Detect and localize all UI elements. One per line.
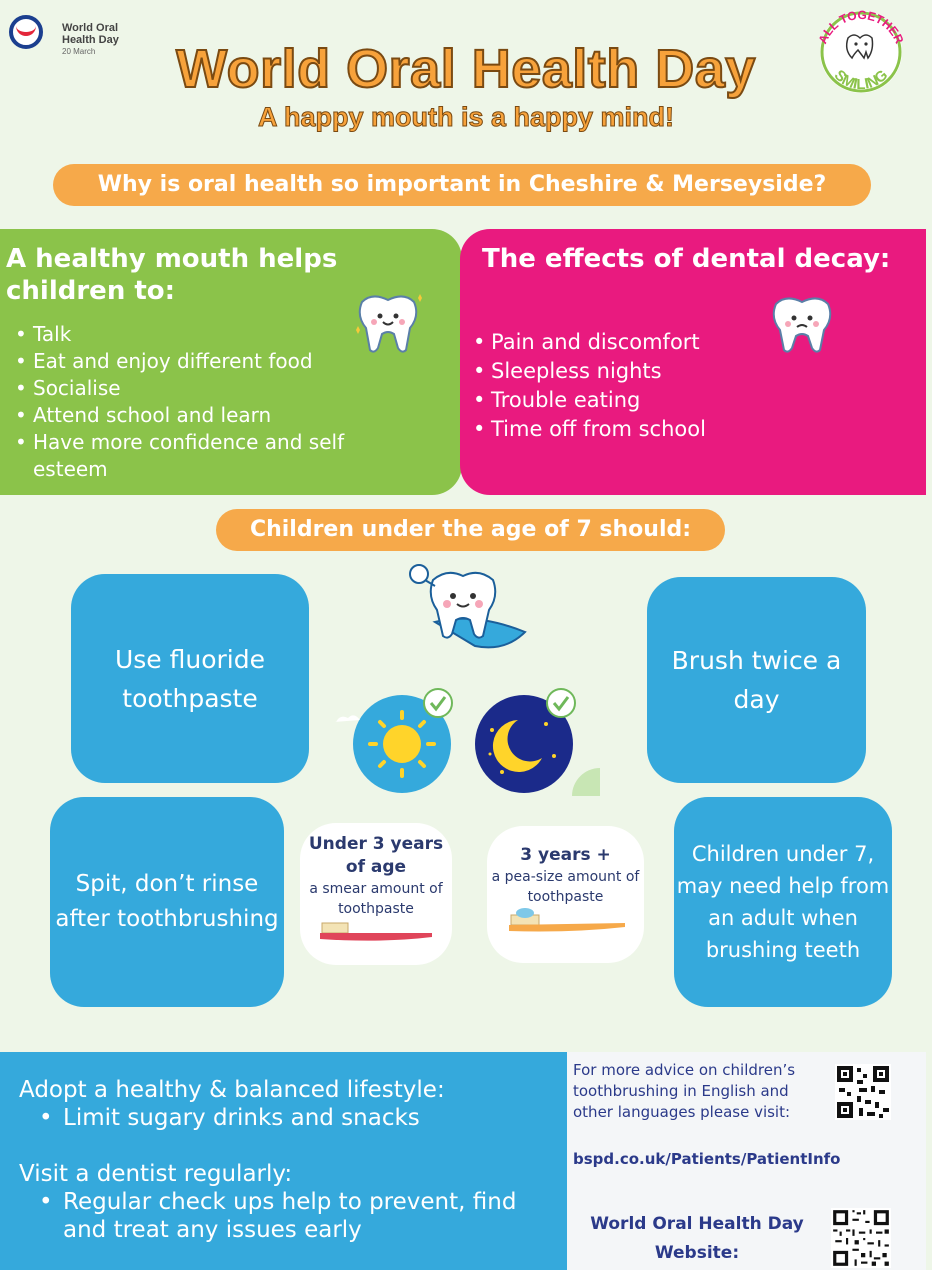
website-label: World Oral Health Day Website: — [590, 1214, 804, 1263]
list-item: • Socialise — [6, 375, 366, 402]
badge-bottom-text: SMILING — [830, 66, 892, 94]
list-item: • Eat and enjoy different food — [6, 348, 366, 375]
logo-line-1: World Oral — [62, 22, 119, 34]
over-3-heading: 3 years + — [520, 845, 611, 865]
dentist-list — [19, 1188, 559, 1244]
qr-code-icon[interactable] — [835, 1064, 891, 1120]
fluoride-card-text: Use fluoride toothpaste — [114, 644, 265, 713]
toothbrush-icon — [316, 919, 436, 941]
spit-card-text: Spit, don’t rinse after toothbrushing — [55, 871, 279, 932]
toothbrush-icon — [501, 907, 631, 935]
adult-help-card-text: Children under 7, may need help from an adult when brushing teeth — [676, 842, 890, 962]
under-3-toothpaste-badge — [300, 823, 452, 965]
badge-top-text: ALL TOGETHER — [815, 7, 907, 46]
benefits-list — [6, 321, 366, 483]
check-icon — [547, 689, 575, 717]
logo-date: 20 March — [62, 47, 96, 56]
advice-text: For more advice on children’s toothbrushing in English and other languages please visit: — [573, 1061, 796, 1121]
brush-twice-card-text: Brush twice a day — [671, 646, 842, 714]
list-item: • Time off from school — [464, 415, 764, 444]
fluoride-card — [71, 574, 309, 783]
list-item: • Limit sugary drinks and snacks — [19, 1104, 559, 1132]
page-title: World Oral Health Day — [176, 39, 756, 99]
smiling-tooth-icon — [350, 290, 426, 354]
sad-tooth-icon — [770, 292, 834, 354]
list-item: • Pain and discomfort — [464, 328, 764, 357]
list-item: • Sleepless nights — [464, 357, 764, 386]
importance-banner: Why is oral health so important in Cheshire & Merseyside? — [53, 164, 871, 206]
adult-help-card — [674, 797, 892, 1007]
list-item: • Regular check ups help to prevent, find and treat any issues early — [19, 1188, 559, 1244]
spit-card — [50, 797, 284, 1007]
list-item: • Talk — [6, 321, 366, 348]
logo-line-2: Health Day — [62, 34, 119, 46]
decay-heading: The effects of dental decay: — [482, 244, 891, 274]
lifestyle-list — [19, 1104, 559, 1132]
lifestyle-heading: Adopt a healthy & balanced lifestyle: — [19, 1077, 445, 1103]
decay-list — [464, 328, 764, 444]
over-3-amount: a pea-size amount of toothpaste — [491, 869, 640, 905]
list-item: • Attend school and learn — [6, 402, 366, 429]
over-3-toothpaste-badge — [487, 826, 644, 963]
page-subtitle: A happy mouth is a happy mind! — [257, 102, 675, 132]
benefits-heading: A healthy mouth helps children to: — [6, 244, 338, 306]
sun-and-moon-illustration — [332, 686, 602, 798]
bspd-link[interactable]: bspd.co.uk/Patients/PatientInfo — [573, 1150, 841, 1168]
all-together-smiling-badge-icon — [812, 6, 910, 94]
brush-twice-card — [647, 577, 866, 783]
list-item: • Trouble eating — [464, 386, 764, 415]
superhero-tooth-icon — [405, 562, 537, 658]
under-3-heading: Under 3 years of age — [308, 834, 444, 877]
under-3-amount: a smear amount of toothpaste — [309, 881, 443, 917]
check-icon — [424, 689, 452, 717]
qr-code-icon[interactable] — [831, 1208, 891, 1268]
age-banner: Children under the age of 7 should: — [216, 509, 725, 551]
list-item: • Have more confidence and self esteem — [6, 429, 366, 483]
dentist-heading: Visit a dentist regularly: — [19, 1161, 293, 1187]
